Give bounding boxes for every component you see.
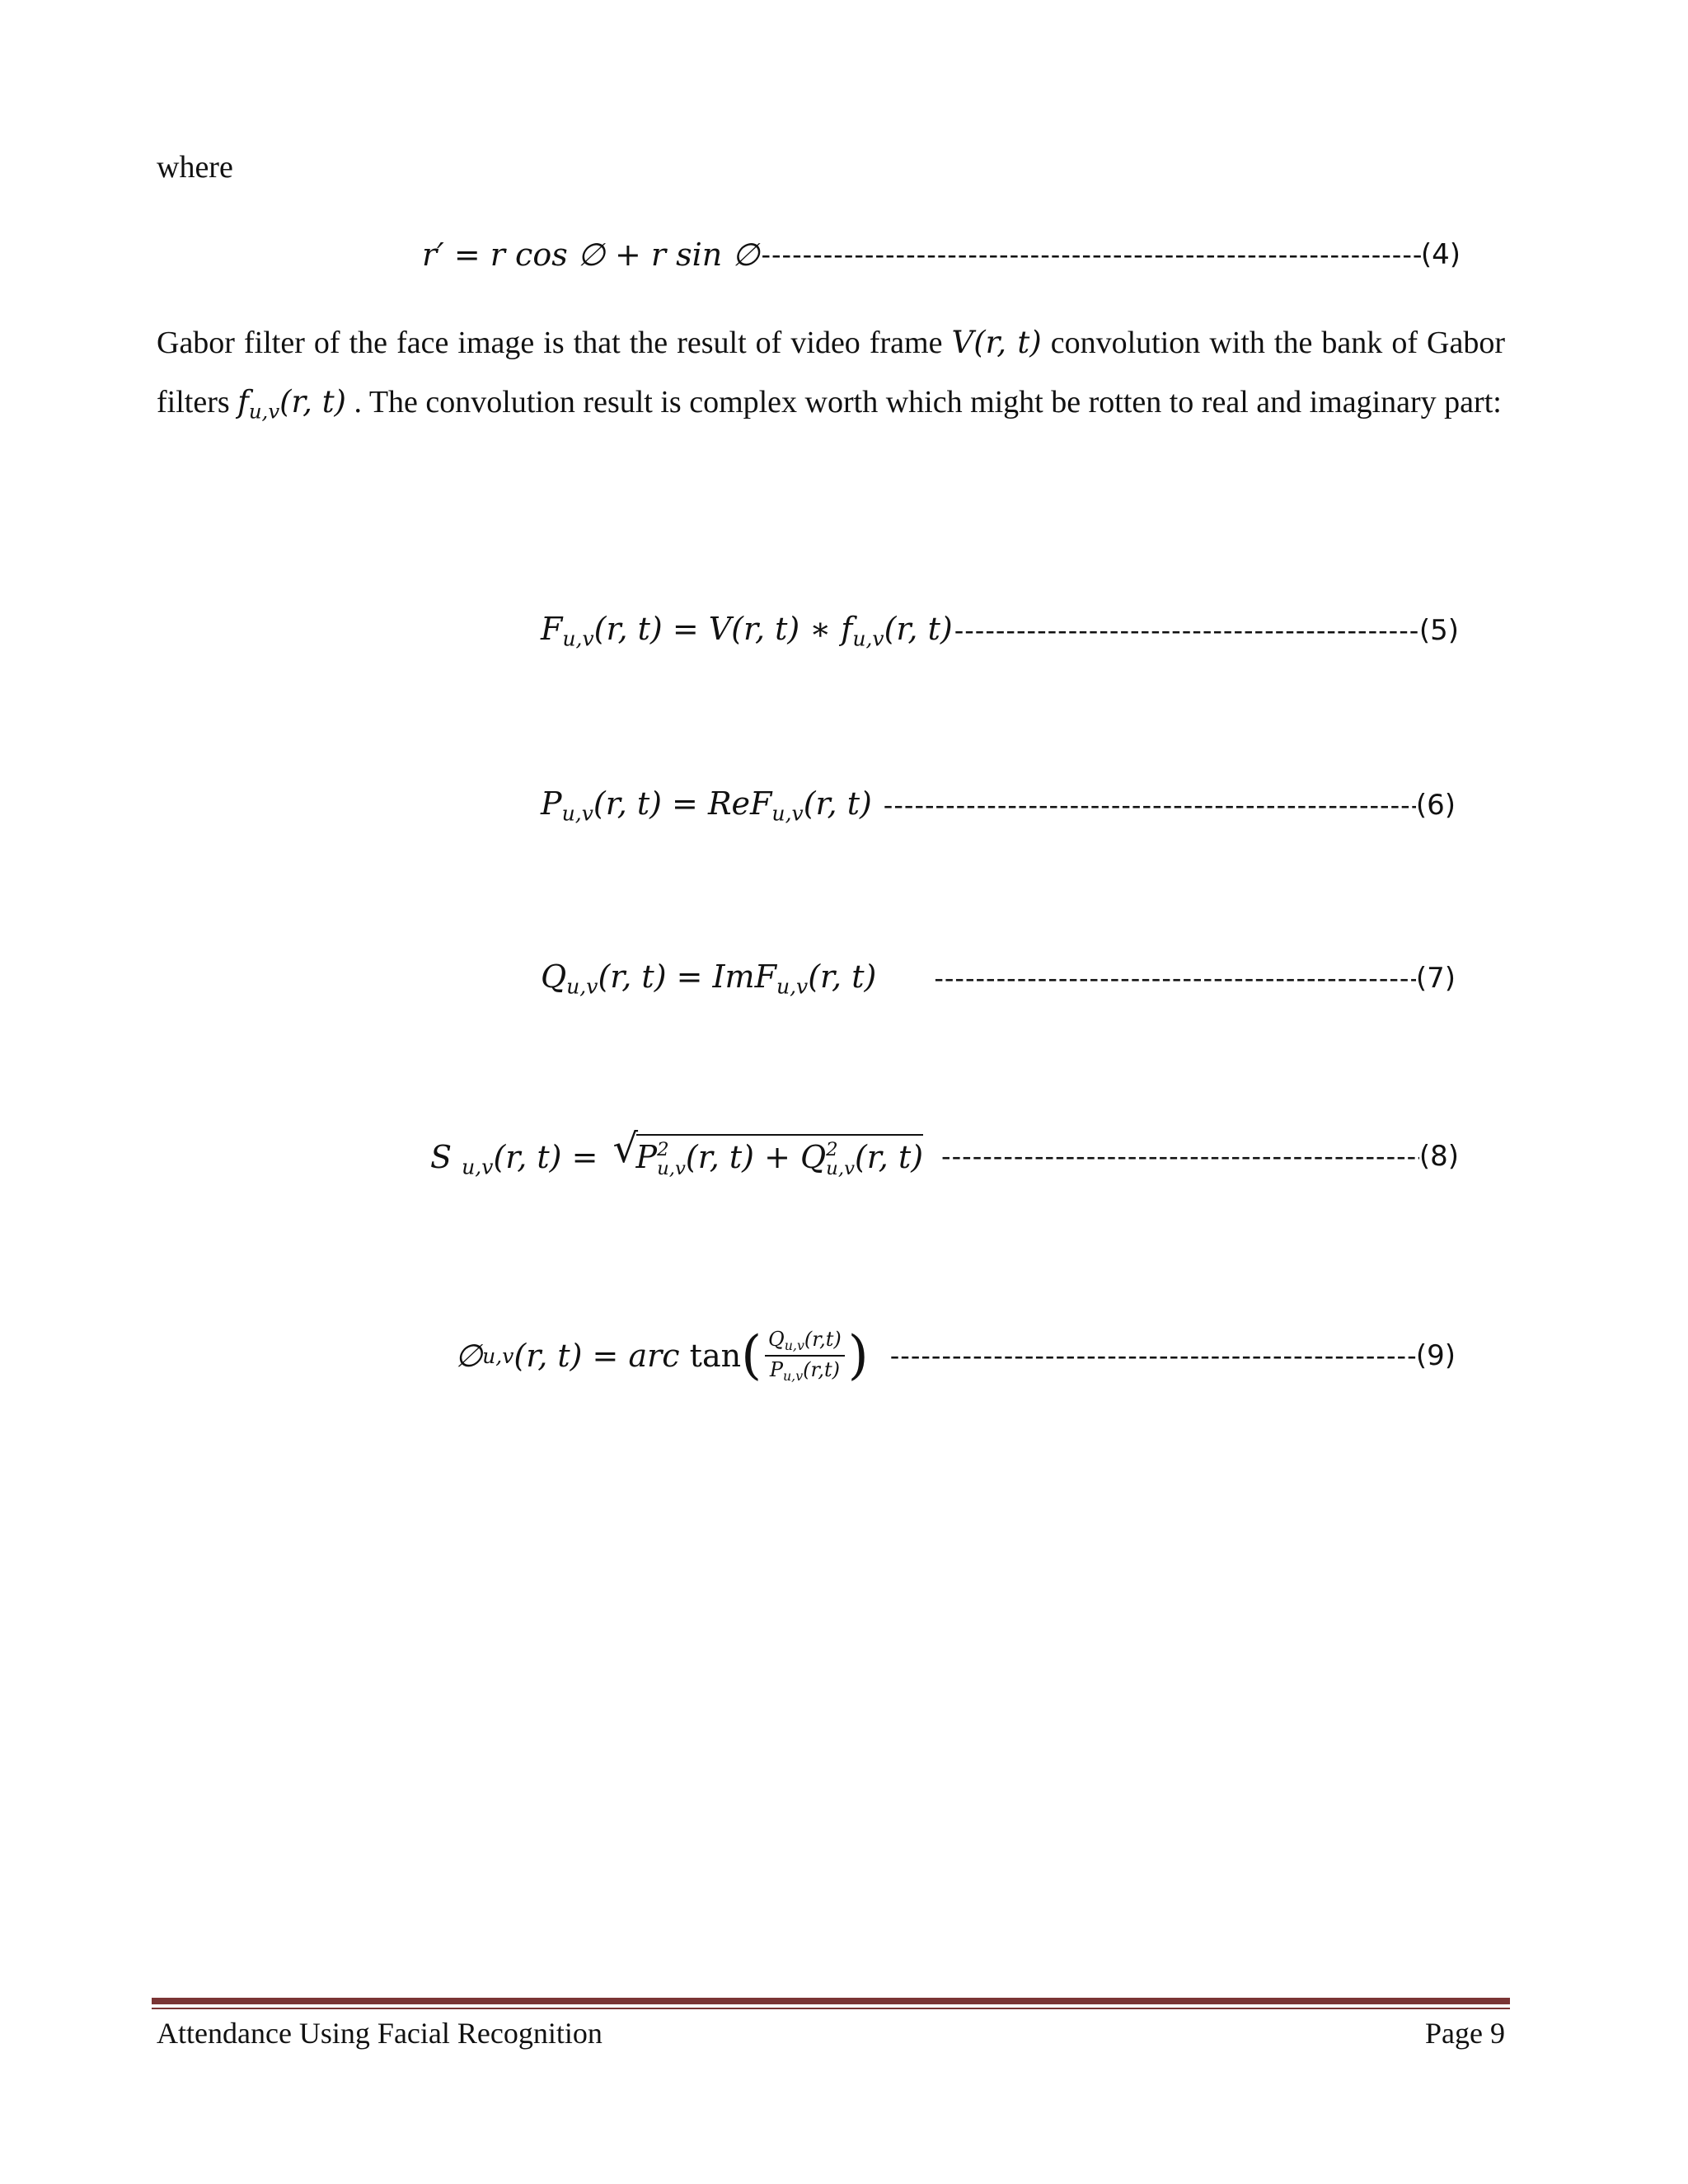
equation-8-expression: S $_{u,v}$(r, t) = √ P 2 u,v (r, t) + Q 2 u,v (r, t) xyxy=(430,1125,924,1180)
footer-page-number: Page 9 xyxy=(1425,2017,1505,2050)
equation-7-leader xyxy=(934,963,1416,994)
equation-8 xyxy=(430,1127,1459,1185)
paragraph-text-2: convolution with the bank of Gabor filters xyxy=(157,326,1505,419)
footer-rule-thin xyxy=(152,2008,1510,2009)
footer-rule-thick xyxy=(152,1998,1510,2004)
where-label: where xyxy=(157,150,233,185)
paragraph-math-gabor-filter: $f_{u,v}(r$, t) xyxy=(237,384,346,424)
equation-6-expression: $P_{u,v}(r$, t) = ReF$_{u,v}$(r, t) xyxy=(541,785,872,826)
arctan-fraction: $\frac{Q_{u,v}(r,t)}{P_{u,v}(r,t)}$ xyxy=(765,1328,845,1384)
equation-5-leader xyxy=(954,615,1419,646)
equation-6-leader xyxy=(884,790,1416,821)
equation-5-expression: $F_{u,v}(r$, t) = V(r, t) ∗ $f_{u,v}(r$, t) xyxy=(541,610,953,651)
equation-9 xyxy=(455,1319,1456,1393)
equation-9-number: (9) xyxy=(1415,1339,1456,1372)
footer-title: Attendance Using Facial Recognition xyxy=(157,2017,603,2050)
equation-5 xyxy=(541,602,1459,659)
equation-4-expression: r′ = r cos ∅ + r sin ∅ xyxy=(422,237,760,273)
body-paragraph xyxy=(157,313,1505,441)
equation-5-number: (5) xyxy=(1418,614,1459,647)
equation-4-number: (4) xyxy=(1420,238,1461,271)
equation-9-expression: ∅ u,v (r, t) = arc tan ( $\frac{Q_{u,v}(r,t)}{P_{u,v}(r,t)}$ ) xyxy=(455,1325,869,1386)
square-root: √ P 2 u,v (r, t) + Q 2 u,v (r, t) xyxy=(612,1125,924,1180)
equation-4 xyxy=(422,226,1461,284)
paragraph-text-3: . The convolution result is complex worth which might be rotten to real and imaginary part: xyxy=(346,385,1502,419)
equation-7-number: (7) xyxy=(1415,962,1456,995)
equation-8-number: (8) xyxy=(1418,1140,1459,1173)
equation-6-number: (6) xyxy=(1415,789,1456,822)
equation-8-leader xyxy=(941,1141,1419,1172)
paragraph-text-1: Gabor filter of the face image is that the result of video frame xyxy=(157,326,952,360)
equation-9-leader xyxy=(890,1340,1416,1371)
equation-7-expression: $Q_{u,v}(r$, t) = ImF$_{u,v}$(r, t) xyxy=(541,958,877,999)
equation-7 xyxy=(541,949,1456,1007)
paragraph-math-video-frame: V(r, t) xyxy=(951,325,1042,360)
equation-6 xyxy=(541,776,1456,834)
equation-4-leader xyxy=(761,239,1420,270)
